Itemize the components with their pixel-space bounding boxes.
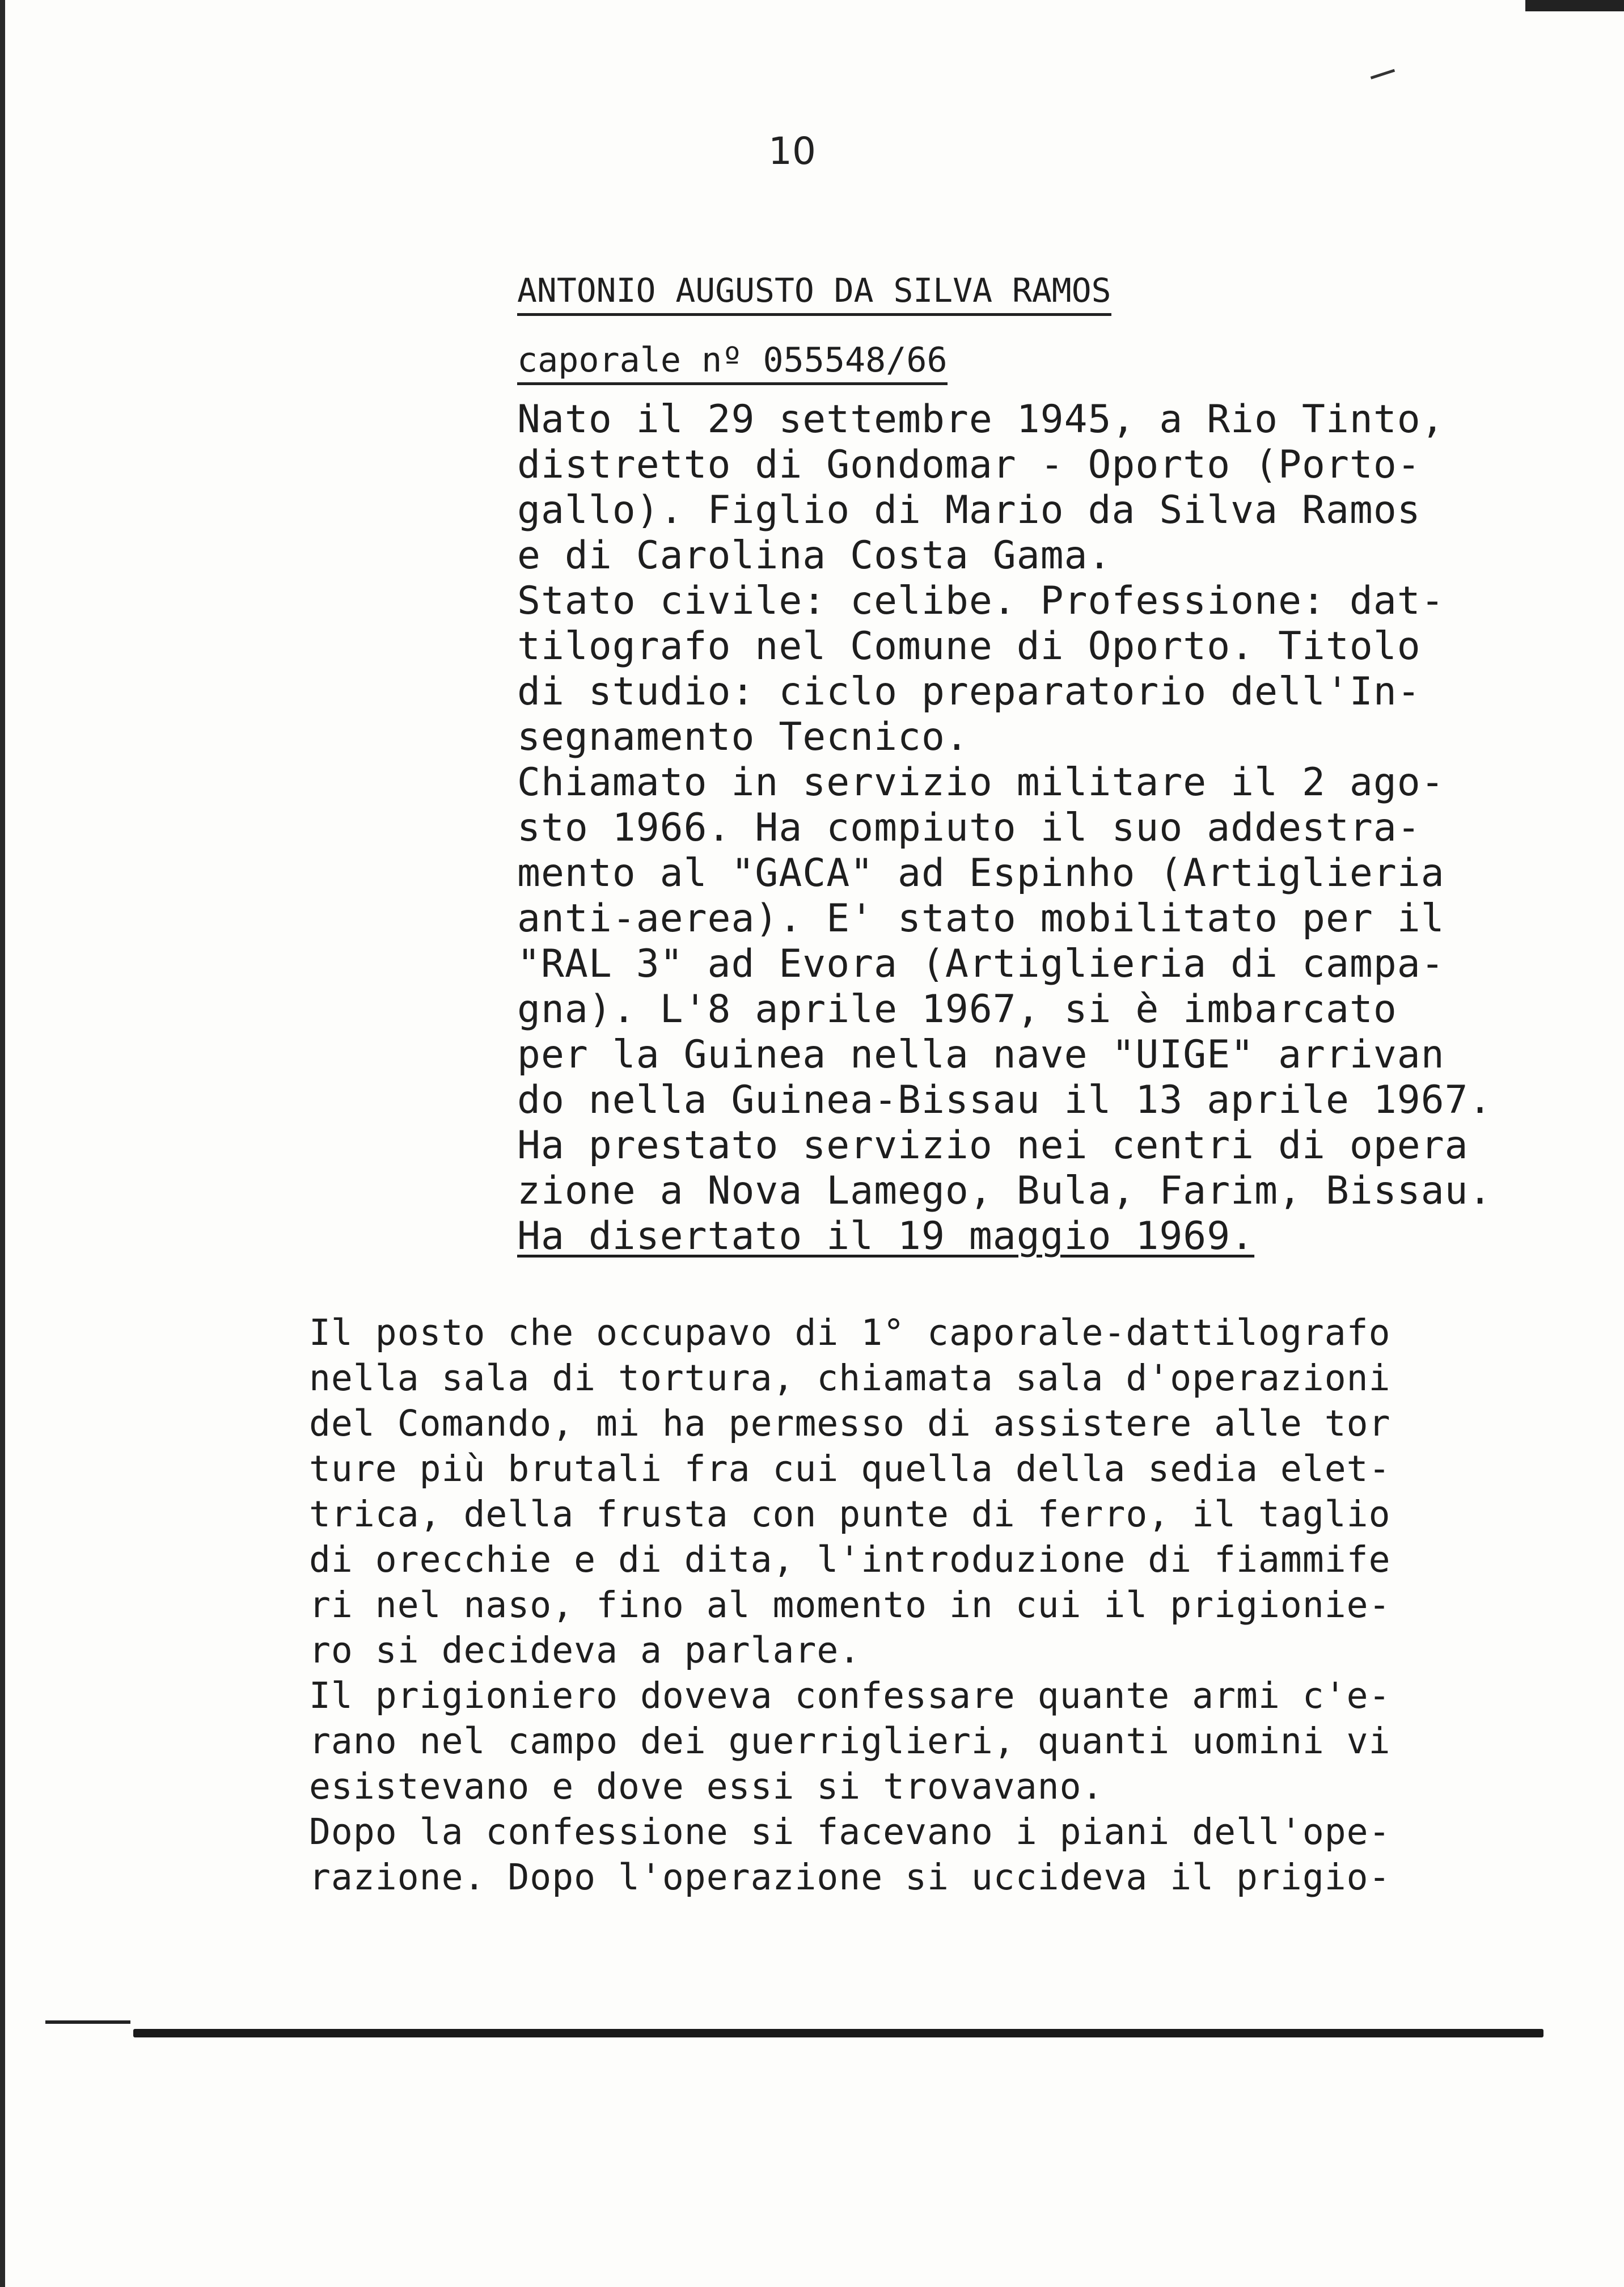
testimony-paragraph — [309, 1310, 1545, 1900]
bio-line: Nato il 29 settembre 1945, a Rio Tinto, — [517, 397, 1445, 442]
bio-line: sto 1966. Ha compiuto il suo addestra- — [517, 805, 1421, 850]
bio-line: segnamento Tecnico. — [517, 715, 969, 759]
bio-line: Ha prestato servizio nei centri di opera — [517, 1123, 1469, 1168]
bottom-rule — [133, 2029, 1543, 2037]
body-line: trica, della frusta con punte di ferro, il taglio — [309, 1493, 1391, 1535]
body-line: ro si decideva a parlare. — [309, 1630, 861, 1671]
scan-edge-top — [1525, 0, 1624, 11]
body-line: Il prigioniero doveva confessare quante armi c'e- — [309, 1675, 1391, 1716]
scan-edge-left — [0, 0, 5, 2287]
body-line: ture più brutali fra cui quella della sedia elet- — [309, 1448, 1391, 1489]
bio-line: Chiamato in servizio militare il 2 ago- — [517, 760, 1445, 805]
bio-line: gna). L'8 aprile 1967, si è imbarcato — [517, 987, 1397, 1032]
bio-line: "RAL 3" ad Evora (Artiglieria di campa- — [517, 942, 1445, 986]
bio-line: per la Guinea nella nave "UIGE" arrivan — [517, 1032, 1445, 1077]
body-line: Il posto che occupavo di 1° caporale-dattilografo — [309, 1312, 1391, 1353]
bio-line: e di Carolina Costa Gama. — [517, 533, 1112, 578]
person-rank-heading: caporale nº 055548/66 — [517, 340, 948, 385]
bio-line: anti-aerea). E' stato mobilitato per il — [517, 896, 1445, 941]
body-line: del Comando, mi ha permesso di assistere alle tor — [309, 1403, 1391, 1444]
bio-line: distretto di Gondomar - Oporto (Porto- — [517, 442, 1421, 487]
pen-mark — [1371, 69, 1397, 85]
body-line: rano nel campo dei guerriglieri, quanti uomini vi — [309, 1720, 1391, 1762]
person-name-heading: ANTONIO AUGUSTO DA SILVA RAMOS — [517, 271, 1111, 316]
body-line: nella sala di tortura, chiamata sala d'operazioni — [309, 1357, 1391, 1399]
bio-line: Stato civile: celibe. Professione: dat- — [517, 579, 1445, 623]
bottom-tick-mark — [45, 2020, 130, 2032]
body-line: esistevano e dove essi si trovavano. — [309, 1766, 1104, 1807]
bio-line: di studio: ciclo preparatorio dell'In- — [517, 669, 1421, 714]
bio-line: gallo). Figlio di Mario da Silva Ramos — [517, 488, 1421, 533]
bio-line: zione a Nova Lamego, Bula, Farim, Bissau. — [517, 1168, 1492, 1213]
body-line: ri nel naso, fino al momento in cui il prigionie- — [309, 1584, 1391, 1626]
page-number: 10 — [768, 129, 816, 173]
body-line: di orecchie e di dita, l'introduzione di fiammife — [309, 1539, 1391, 1580]
bio-line: mento al "GACA" ad Espinho (Artiglieria — [517, 851, 1445, 896]
body-line: Dopo la confessione si facevano i piani dell'ope- — [309, 1811, 1391, 1853]
desertion-date-line: Ha disertato il 19 maggio 1969. — [517, 1214, 1255, 1259]
biography-paragraph — [517, 397, 1560, 1259]
body-line: razione. Dopo l'operazione si uccideva il prigio- — [309, 1856, 1391, 1898]
bio-line: do nella Guinea-Bissau il 13 aprile 1967. — [517, 1078, 1492, 1123]
bio-line: tilografo nel Comune di Oporto. Titolo — [517, 624, 1421, 669]
